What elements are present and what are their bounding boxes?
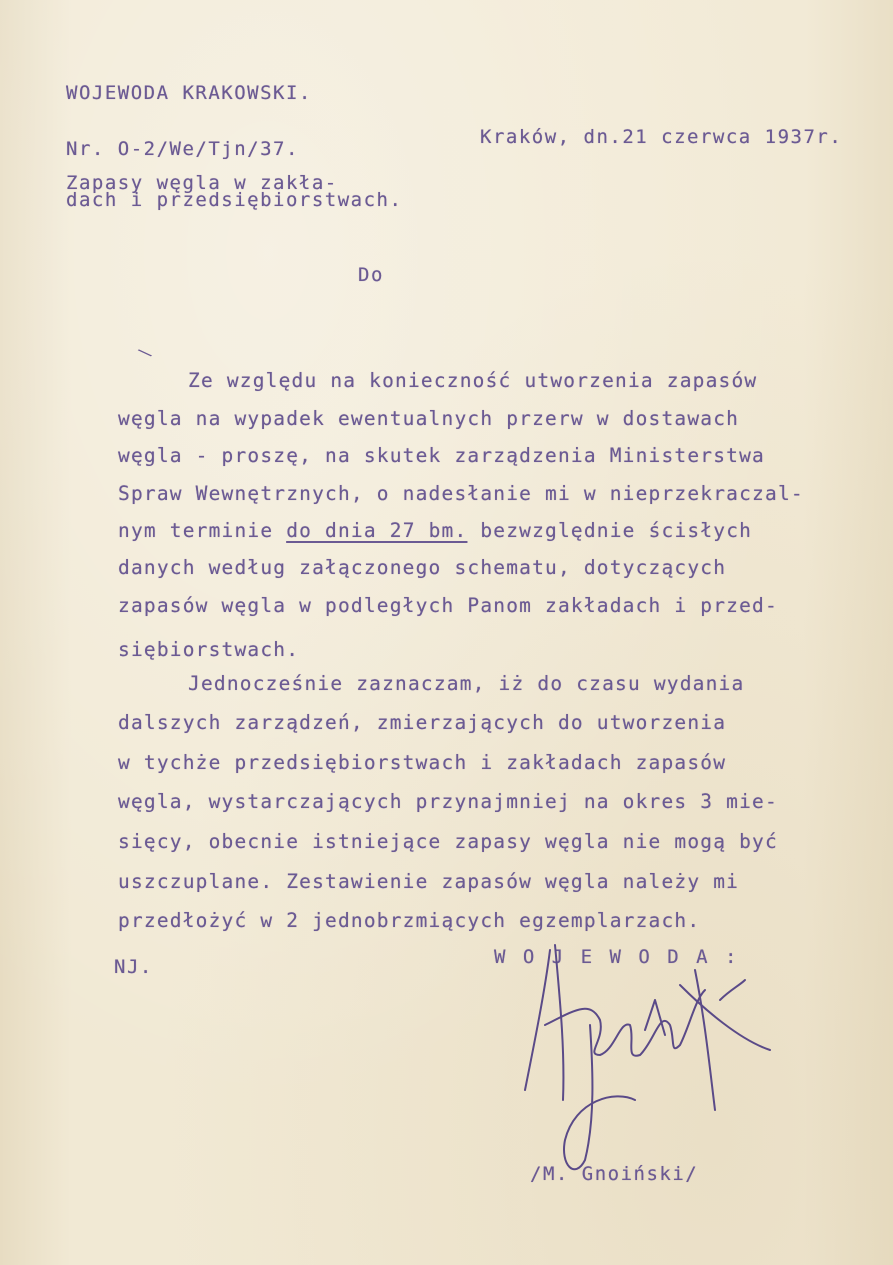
body-line-7: zapasów węgla w podległych Panom zakładach i przed- [118,594,778,617]
body-line-14: uszczuplane. Zestawienie zapasów węgla należy mi [118,870,740,893]
body-line-3: węgla - proszę, na skutek zarządzenia Ministerstwa [118,444,765,467]
body-line-10: dalszych zarządzeń, zmierzających do utworzenia [118,711,727,734]
body-line-5 [118,521,752,541]
handwritten-signature [505,930,785,1180]
place-and-date: Kraków, dn.21 czerwca 1937r. [480,126,843,148]
body-line-12: węgla, wystarczających przynajmniej na okres 3 mie- [118,790,778,813]
addressee-label: Do [358,264,384,286]
body-line-13: sięcy, obecnie istniejące zapasy węgla nie mogą być [118,830,778,853]
body-line-5-end: bezwzględnie ścisłych [467,519,753,542]
deadline-text: do dnia 27 bm. [286,519,468,542]
typist-initials: NJ. [114,956,153,978]
body-line-4: Spraw Wewnętrznych, o nadesłanie mi w nieprzekraczal- [118,482,804,505]
body-line-8: siębiorstwach. [118,638,300,661]
body-line-15: przedłożyć w 2 jednobrzmiących egzemplarzach. [118,909,701,932]
signatory-title: W O J E W O D A : [494,946,740,968]
body-line-11: w tychże przedsiębiorstwach i zakładach zapasów [118,751,727,774]
signatory-name: /M. Gnoiński/ [530,1163,699,1185]
body-line-9: Jednocześnie zaznaczam, iż do czasu wydania [188,672,745,695]
issuing-authority: WOJEWODA KRAKOWSKI. [66,82,312,104]
body-line-6: danych według załączonego schematu, dotyczących [118,556,727,579]
subject-line-2: dach i przedsiębiorstwach. [66,189,403,211]
body-line-1: Ze względu na konieczność utworzenia zapasów [188,369,758,392]
body-line-2: węgla na wypadek ewentualnych przerw w dostawach [118,407,740,430]
stray-mark: \ [135,342,155,363]
body-line-5-start: nym terminie [118,519,287,542]
subject-line-1: Zapasy węgla w zakła- [66,172,338,194]
reference-number: Nr. O-2/We/Tjn/37. [66,138,299,160]
